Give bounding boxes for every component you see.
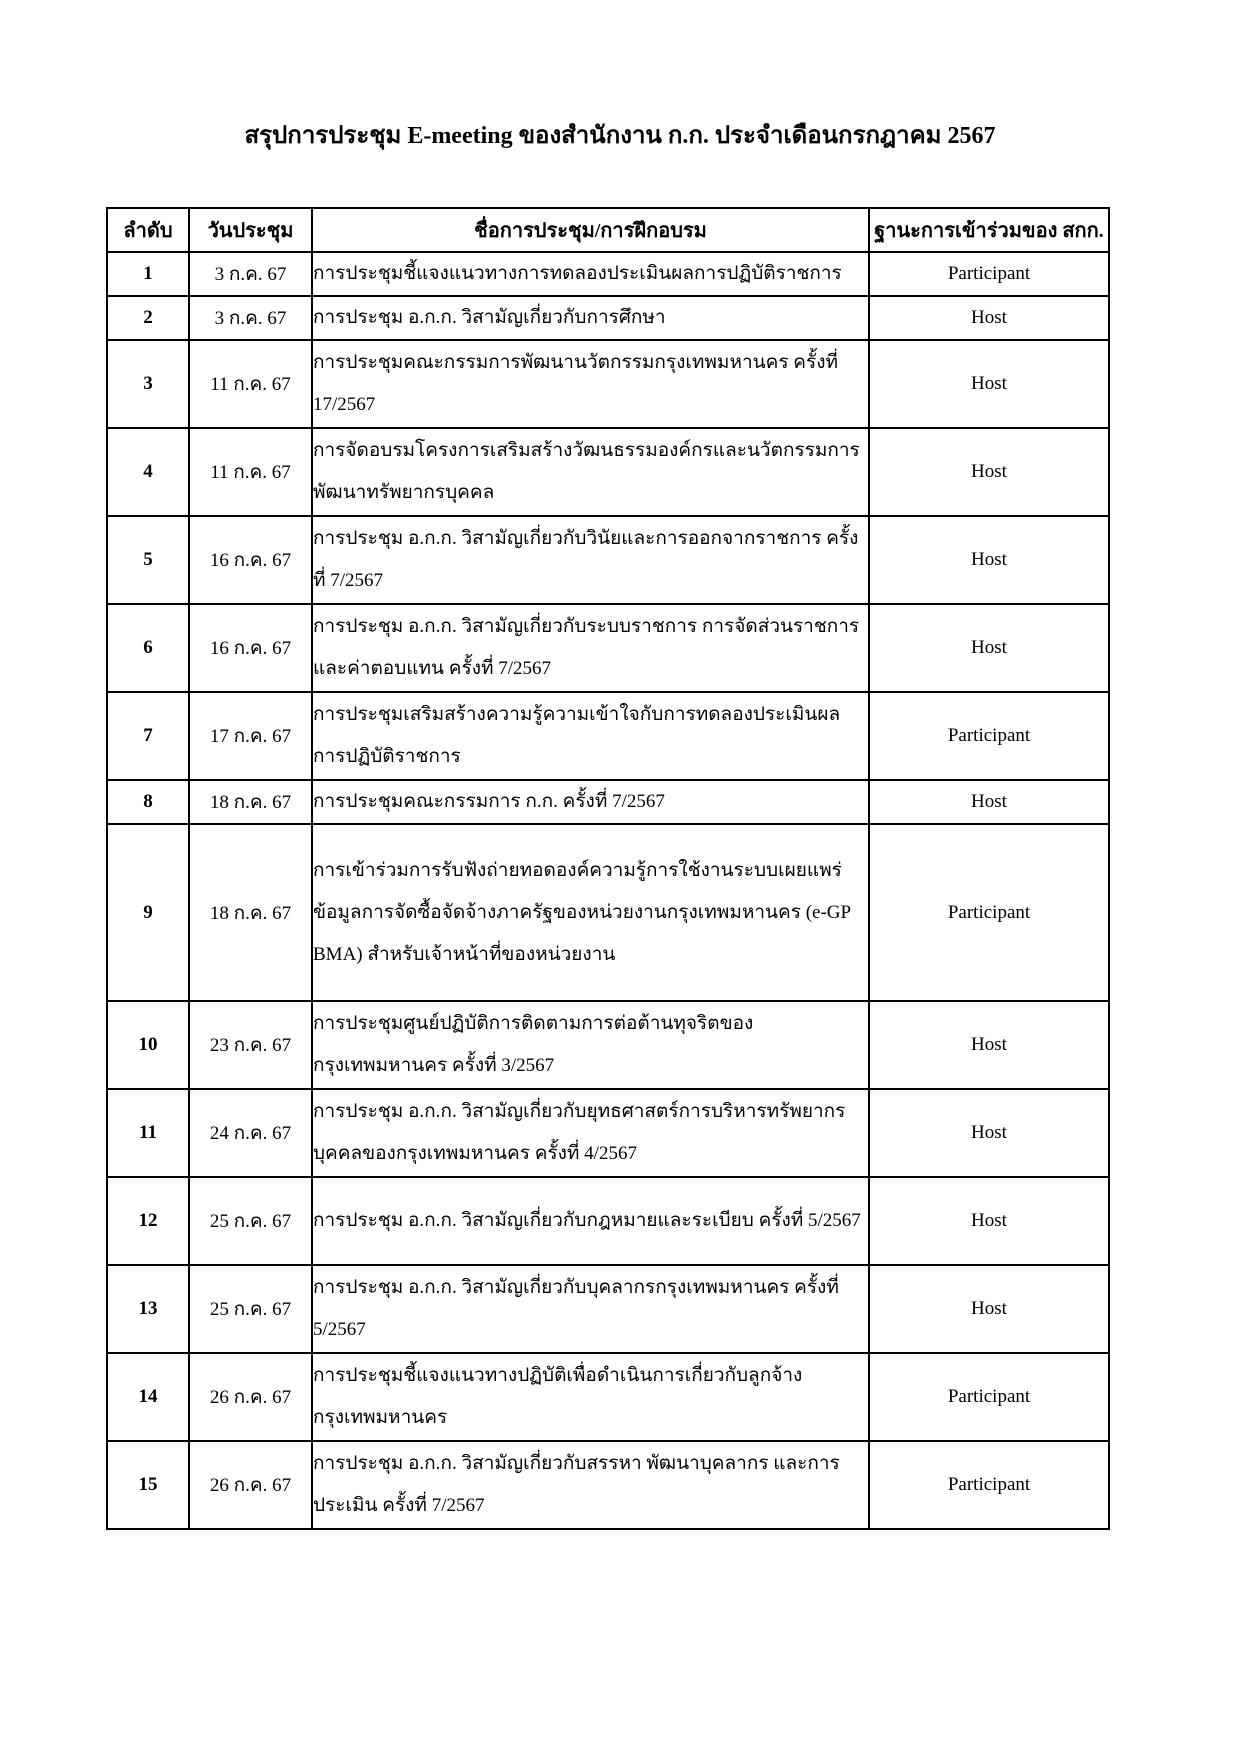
cell-no: 7: [107, 692, 189, 780]
header-no: ลำดับ: [107, 208, 189, 252]
table-row: [107, 252, 1109, 296]
cell-no: 15: [107, 1441, 189, 1529]
cell-date: 24 ก.ค. 67: [189, 1089, 312, 1177]
cell-role: Participant: [869, 692, 1109, 780]
cell-no: 1: [107, 252, 189, 296]
cell-date: 3 ก.ค. 67: [189, 296, 312, 340]
table-row: [107, 780, 1109, 824]
cell-date: 26 ก.ค. 67: [189, 1441, 312, 1529]
cell-no: 14: [107, 1353, 189, 1441]
cell-no: 6: [107, 604, 189, 692]
cell-date: 16 ก.ค. 67: [189, 604, 312, 692]
cell-name: การเข้าร่วมการรับฟังถ่ายทอดองค์ความรู้การใช้งานระบบเผยแพร่ข้อมูลการจัดซื้อจัดจ้างภาครัฐของหน่วยงานกรุงเทพมหานคร (e-GP BMA) สำหรับเจ้าหน้าที่ของหน่วยงาน: [312, 824, 869, 1001]
cell-date: 26 ก.ค. 67: [189, 1353, 312, 1441]
cell-no: 5: [107, 516, 189, 604]
table-row: [107, 428, 1109, 516]
table-row: [107, 1353, 1109, 1441]
cell-date: 3 ก.ค. 67: [189, 252, 312, 296]
cell-role: Participant: [869, 1353, 1109, 1441]
cell-no: 3: [107, 340, 189, 428]
cell-name: การประชุม อ.ก.ก. วิสามัญเกี่ยวกับยุทธศาสตร์การบริหารทรัพยากรบุคคลของกรุงเทพมหานคร ครั้งที่ 4/2567: [312, 1089, 869, 1177]
cell-date: 11 ก.ค. 67: [189, 428, 312, 516]
table-row: [107, 516, 1109, 604]
table-row: [107, 296, 1109, 340]
cell-name: การประชุม อ.ก.ก. วิสามัญเกี่ยวกับวินัยและการออกจากราชการ ครั้งที่ 7/2567: [312, 516, 869, 604]
cell-role: Participant: [869, 1441, 1109, 1529]
table-row: [107, 824, 1109, 1001]
cell-role: Participant: [869, 252, 1109, 296]
cell-name: การประชุมคณะกรรมการ ก.ก. ครั้งที่ 7/2567: [312, 780, 869, 824]
cell-no: 2: [107, 296, 189, 340]
page-title: สรุปการประชุม E-meeting ของสำนักงาน ก.ก. ประจำเดือนกรกฎาคม 2567: [244, 123, 996, 149]
header-name: ชื่อการประชุม/การฝึกอบรม: [312, 208, 869, 252]
cell-no: 10: [107, 1001, 189, 1089]
cell-date: 16 ก.ค. 67: [189, 516, 312, 604]
cell-date: 25 ก.ค. 67: [189, 1265, 312, 1353]
cell-role: Host: [869, 296, 1109, 340]
cell-role: Host: [869, 340, 1109, 428]
cell-no: 9: [107, 824, 189, 1001]
cell-role: Host: [869, 604, 1109, 692]
cell-no: 11: [107, 1089, 189, 1177]
cell-date: 23 ก.ค. 67: [189, 1001, 312, 1089]
table-row: [107, 692, 1109, 780]
cell-date: 18 ก.ค. 67: [189, 780, 312, 824]
cell-name: การประชุม อ.ก.ก. วิสามัญเกี่ยวกับระบบราชการ การจัดส่วนราชการ และค่าตอบแทน ครั้งที่ 7/2567: [312, 604, 869, 692]
cell-date: 25 ก.ค. 67: [189, 1177, 312, 1265]
cell-no: 8: [107, 780, 189, 824]
cell-name: การจัดอบรมโครงการเสริมสร้างวัฒนธรรมองค์กรและนวัตกรรมการพัฒนาทรัพยากรบุคคล: [312, 428, 869, 516]
cell-date: 11 ก.ค. 67: [189, 340, 312, 428]
table-row: [107, 1265, 1109, 1353]
cell-name: การประชุมเสริมสร้างความรู้ความเข้าใจกับการทดลองประเมินผลการปฏิบัติราชการ: [312, 692, 869, 780]
cell-name: การประชุมคณะกรรมการพัฒนานวัตกรรมกรุงเทพมหานคร ครั้งที่ 17/2567: [312, 340, 869, 428]
table-row: [107, 340, 1109, 428]
meetings-table: [106, 207, 1110, 1530]
cell-role: Host: [869, 516, 1109, 604]
header-date: วันประชุม: [189, 208, 312, 252]
table-row: [107, 1177, 1109, 1265]
cell-role: Participant: [869, 824, 1109, 1001]
cell-role: Host: [869, 1001, 1109, 1089]
cell-role: Host: [869, 1177, 1109, 1265]
cell-name: การประชุมศูนย์ปฏิบัติการติดตามการต่อต้านทุจริตของกรุงเทพมหานคร ครั้งที่ 3/2567: [312, 1001, 869, 1089]
table-row: [107, 1001, 1109, 1089]
cell-role: Host: [869, 1265, 1109, 1353]
cell-name: การประชุมชี้แจงแนวทางการทดลองประเมินผลการปฏิบัติราชการ: [312, 252, 869, 296]
cell-name: การประชุมชี้แจงแนวทางปฏิบัติเพื่อดำเนินการเกี่ยวกับลูกจ้างกรุงเทพมหานคร: [312, 1353, 869, 1441]
cell-date: 18 ก.ค. 67: [189, 824, 312, 1001]
cell-name: การประชุม อ.ก.ก. วิสามัญเกี่ยวกับการศึกษา: [312, 296, 869, 340]
cell-role: Host: [869, 1089, 1109, 1177]
cell-no: 12: [107, 1177, 189, 1265]
cell-name: การประชุม อ.ก.ก. วิสามัญเกี่ยวกับบุคลากรกรุงเทพมหานคร ครั้งที่ 5/2567: [312, 1265, 869, 1353]
table-row: [107, 1089, 1109, 1177]
cell-date: 17 ก.ค. 67: [189, 692, 312, 780]
table-row: [107, 1441, 1109, 1529]
cell-role: Host: [869, 428, 1109, 516]
cell-no: 4: [107, 428, 189, 516]
cell-role: Host: [869, 780, 1109, 824]
header-role: ฐานะการเข้าร่วมของ สกก.: [869, 208, 1109, 252]
table-row: [107, 604, 1109, 692]
cell-no: 13: [107, 1265, 189, 1353]
cell-name: การประชุม อ.ก.ก. วิสามัญเกี่ยวกับกฎหมายและระเบียบ ครั้งที่ 5/2567: [312, 1177, 869, 1265]
cell-name: การประชุม อ.ก.ก. วิสามัญเกี่ยวกับสรรหา พัฒนาบุคลากร และการประเมิน ครั้งที่ 7/2567: [312, 1441, 869, 1529]
table-header-row: [107, 208, 1109, 252]
